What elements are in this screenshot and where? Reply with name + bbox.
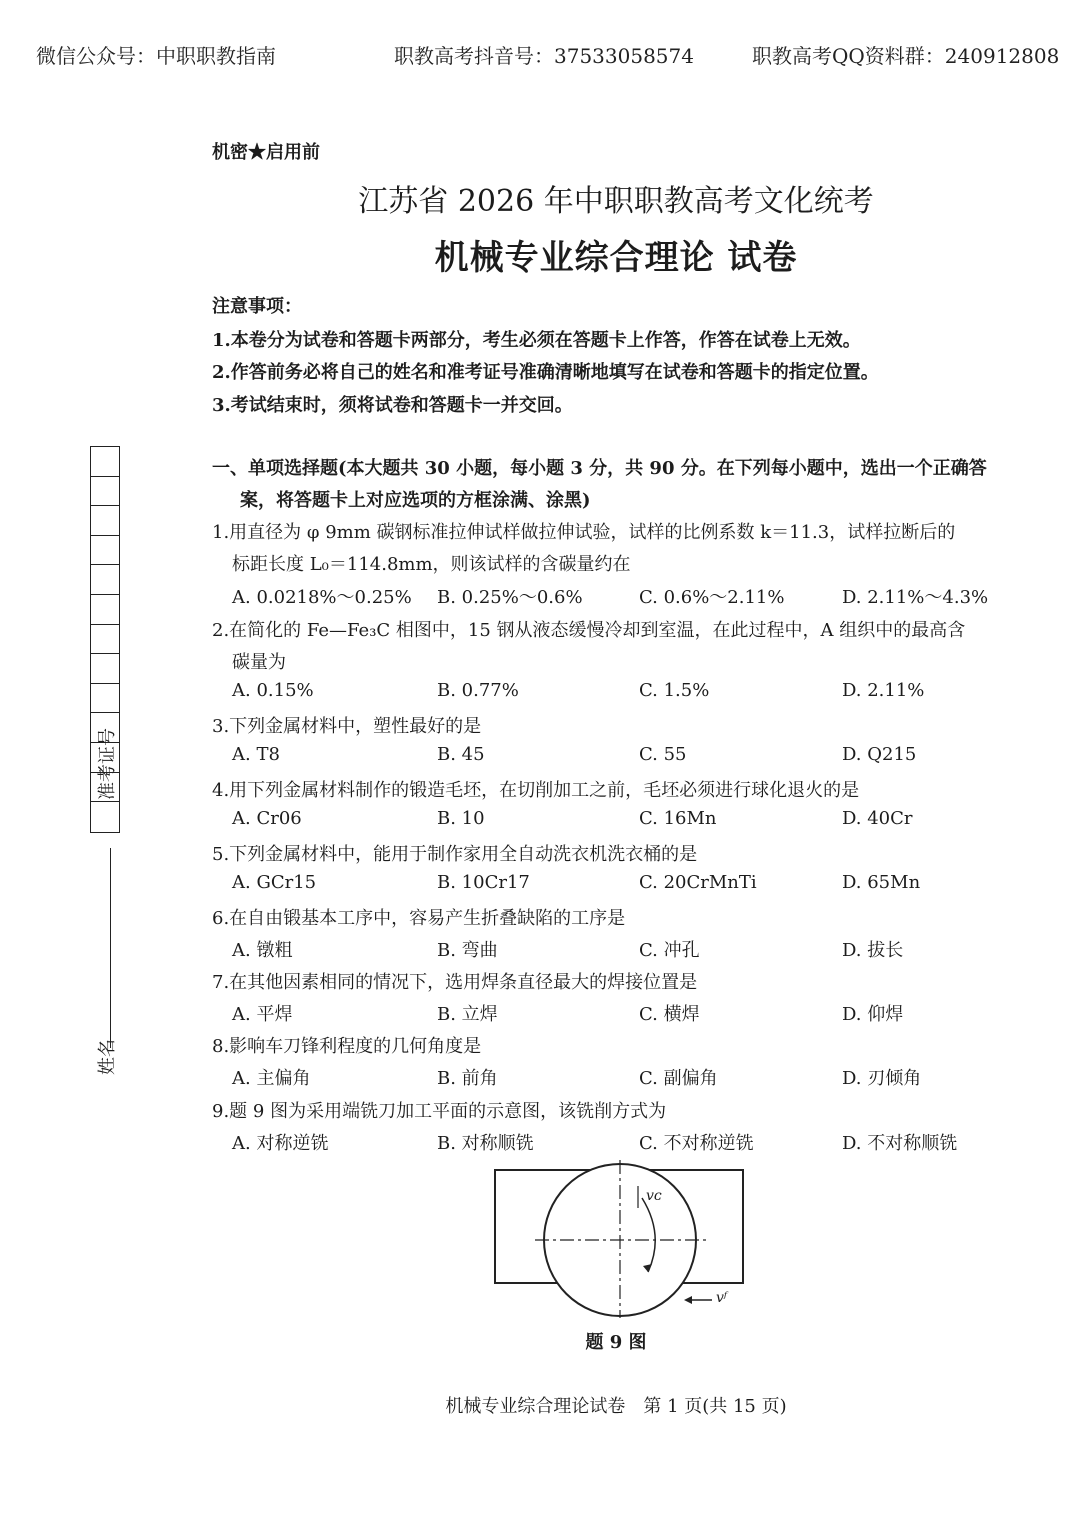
option-b: B. 0.77% (437, 680, 519, 701)
option-b: B. 弯曲 (437, 940, 498, 961)
question-stem: 6.在自由锻基本工序中，容易产生折叠缺陷的工序是 (212, 908, 626, 929)
option-c: C. 横焊 (639, 1004, 700, 1025)
option-a: A. Cr06 (232, 808, 302, 829)
option-d: D. 65Mn (842, 872, 921, 893)
option-c: C. 16Mn (639, 808, 717, 829)
option-d: D. Q215 (842, 744, 917, 765)
option-a: A. 0.0218%～0.25% (232, 587, 412, 608)
option-c: C. 20CrMnTi (639, 872, 757, 893)
option-a: A. GCr15 (232, 872, 317, 893)
option-d: D. 不对称顺铣 (842, 1133, 958, 1154)
ticket-underline (110, 848, 111, 1048)
notice-item: 1.本卷分为试卷和答题卡两部分，考生必须在答题卡上作答，作答在试卷上无效。 (212, 330, 861, 351)
vc-label: vᴄ (646, 1188, 662, 1204)
option-c: C. 1.5% (639, 680, 710, 701)
option-b: B. 45 (437, 744, 485, 765)
question-stem: 8.影响车刀锋利程度的几何角度是 (212, 1036, 482, 1057)
question-stem: 3.下列金属材料中，塑性最好的是 (212, 716, 482, 737)
header-wechat: 微信公众号：中职职教指南 (36, 44, 276, 68)
option-d: D. 拔长 (842, 940, 904, 961)
header-qq: 职教高考QQ资料群：240912808 (752, 44, 1060, 68)
notice-item: 3.考试结束时，须将试卷和答题卡一并交回。 (212, 395, 573, 416)
option-c: C. 0.6%～2.11% (639, 587, 785, 608)
question-stem: 9.题 9 图为采用端铣刀加工平面的示意图，该铣削方式为 (212, 1101, 667, 1122)
question-stem: 1.用直径为 φ 9mm 碳钢标准拉伸试样做拉伸试验，试样的比例系数 k＝11.3，试样拉断后的 (212, 522, 956, 543)
subject-title: 机械专业综合理论 试卷 (434, 238, 798, 278)
question-stem-cont: 碳量为 (232, 652, 286, 673)
option-a: A. 对称逆铣 (232, 1133, 329, 1154)
notice-heading: 注意事项： (212, 296, 302, 317)
question-stem-cont: 标距长度 L₀＝114.8mm，则该试样的含碳量约在 (232, 554, 631, 575)
option-a: A. 主偏角 (232, 1068, 311, 1089)
name-label: 姓名 (97, 1039, 118, 1075)
question-stem: 4.用下列金属材料制作的锻造毛坯，在切削加工之前，毛坯必须进行球化退火的是 (212, 780, 860, 801)
option-a: A. T8 (232, 744, 280, 765)
option-b: B. 前角 (437, 1068, 498, 1089)
option-d: D. 2.11%～4.3% (842, 587, 989, 608)
option-d: D. 40Cr (842, 808, 913, 829)
exam-title: 江苏省 2026 年中职职教高考文化统考 (358, 184, 874, 219)
option-c: C. 55 (639, 744, 687, 765)
option-b: B. 对称顺铣 (437, 1133, 534, 1154)
notice-item: 2.作答前务必将自己的姓名和准考证号准确清晰地填写在试卷和答题卡的指定位置。 (212, 362, 879, 383)
option-d: D. 仰焊 (842, 1004, 904, 1025)
option-d: D. 刃倾角 (842, 1068, 922, 1089)
option-c: C. 副偏角 (639, 1068, 718, 1089)
option-b: B. 0.25%～0.6% (437, 587, 583, 608)
header-douyin: 职教高考抖音号：37533058574 (394, 44, 694, 68)
question-stem: 2.在简化的 Fe—Fe₃C 相图中，15 钢从液态缓慢冷却到室温，在此过程中，A 组织中的最高含 (212, 620, 966, 641)
option-b: B. 10 (437, 808, 485, 829)
ticket-number-label: 准考证号 (97, 728, 118, 800)
option-b: B. 10Cr17 (437, 872, 530, 893)
option-a: A. 平焊 (232, 1004, 293, 1025)
option-b: B. 立焊 (437, 1004, 498, 1025)
option-a: A. 0.15% (232, 680, 314, 701)
section-heading-cont: 案，将答题卡上对应选项的方框涂满、涂黑) (240, 490, 591, 511)
question-stem: 5.下列金属材料中，能用于制作家用全自动洗衣机洗衣桶的是 (212, 844, 698, 865)
option-c: C. 不对称逆铣 (639, 1133, 754, 1154)
question-stem: 7.在其他因素相同的情况下，选用焊条直径最大的焊接位置是 (212, 972, 698, 993)
option-c: C. 冲孔 (639, 940, 700, 961)
section-heading: 一、单项选择题(本大题共 30 小题，每小题 3 分，共 90 分。在下列每小题中，选出一个正确答 (212, 458, 987, 479)
page-footer: 机械专业综合理论试卷 第 1 页(共 15 页) (445, 1396, 787, 1417)
vf-label: vᶠ (716, 1290, 728, 1306)
feed-arrowhead (684, 1296, 692, 1304)
figure-caption: 题 9 图 (585, 1332, 647, 1353)
confidential-mark: 机密★启用前 (212, 142, 320, 163)
option-a: A. 镦粗 (232, 940, 293, 961)
option-d: D. 2.11% (842, 680, 925, 701)
